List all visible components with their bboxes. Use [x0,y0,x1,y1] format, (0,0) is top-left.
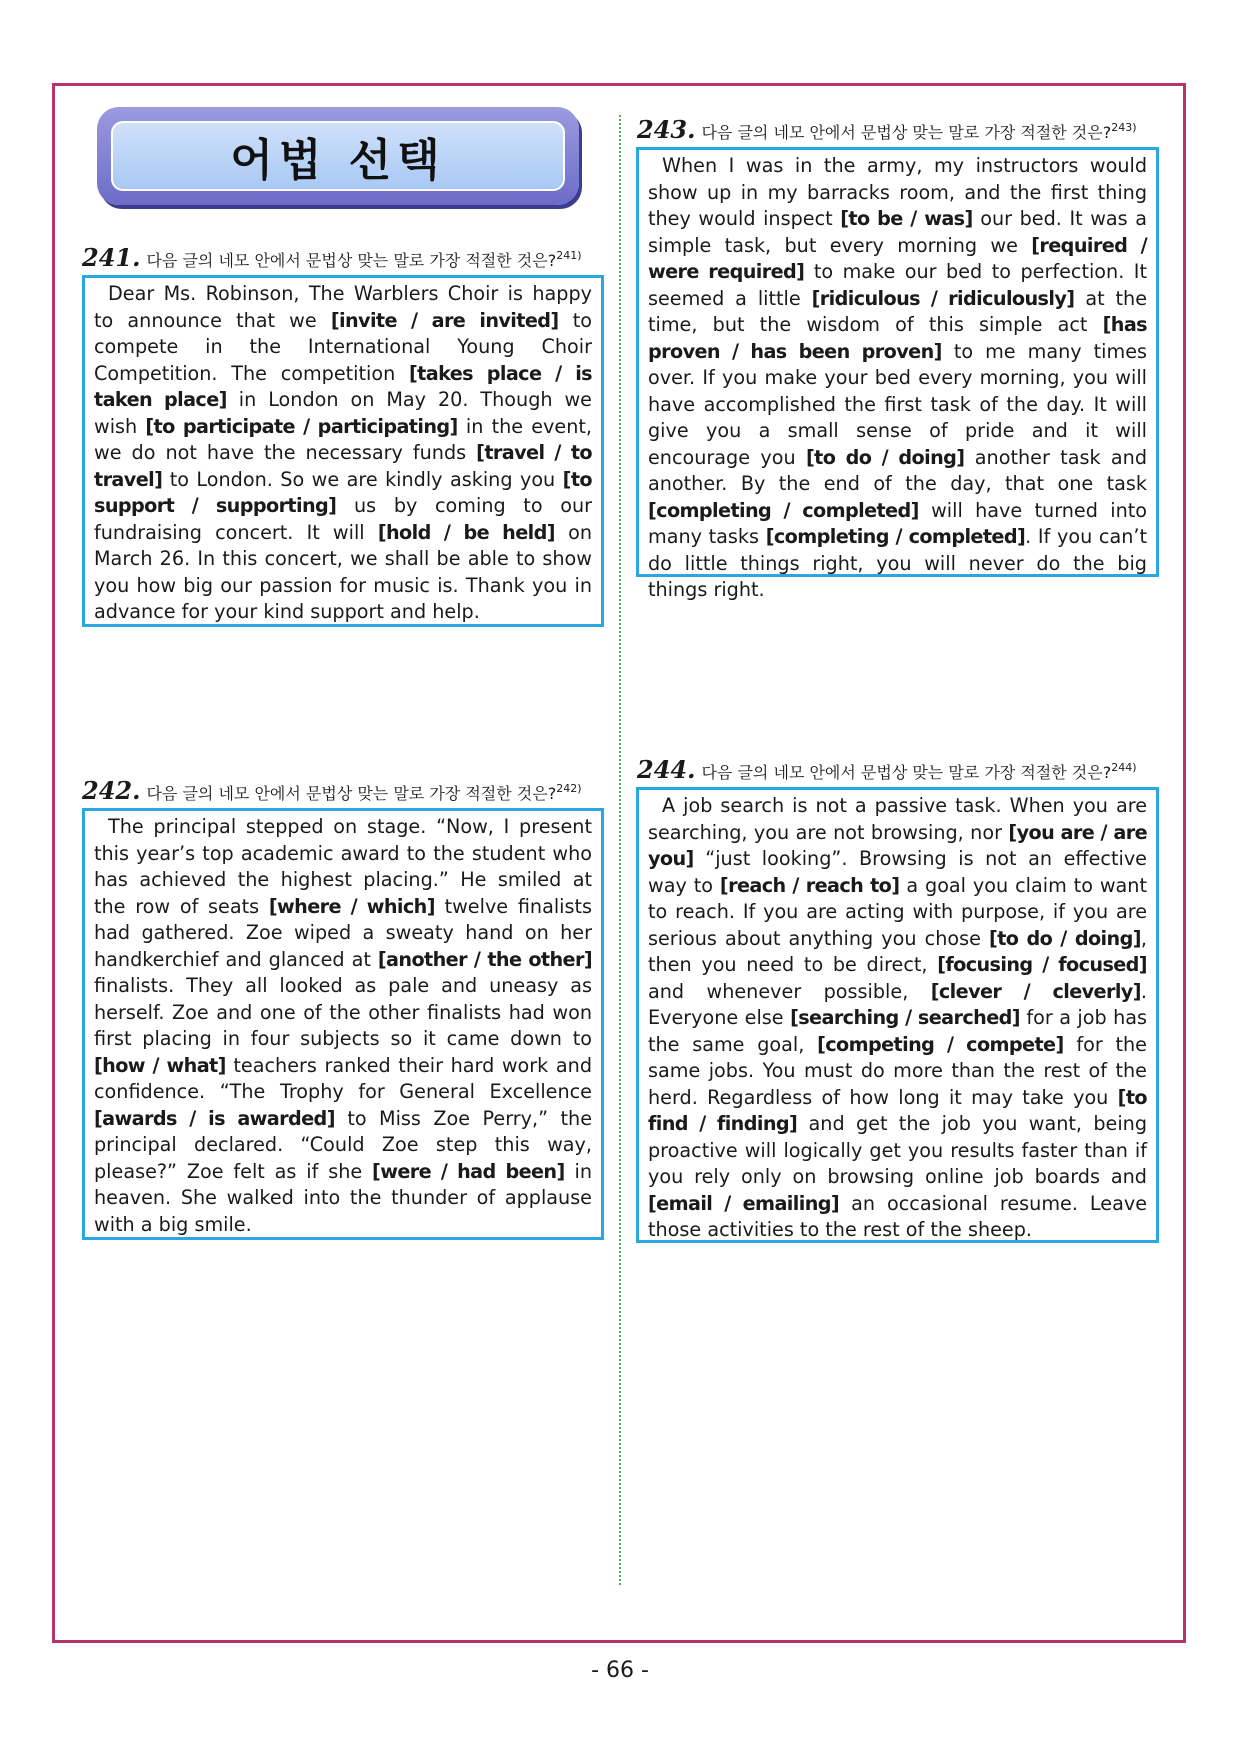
question-number: 242. [82,776,141,805]
grammar-choice: [completing / completed] [765,525,1026,548]
question-number: 243. [637,115,696,144]
grammar-choice: [completing / completed] [648,498,919,522]
passage-segment: A job search is not a passive task. When you are searching, you are not browsing, nor [648,794,1147,844]
passage-box-243 [636,147,1159,601]
passage-segment: teachers ranked their hard work and confidence. “The Trophy for General Excellence [94,1053,592,1103]
section-title: 어법 선택 [230,135,446,186]
passage-segment: and whenever possible, [648,979,931,1003]
passage-segment: another task and another. By the end of the day, that one task [648,445,1147,495]
grammar-choice: [email / emailing] [648,1191,840,1215]
grammar-choice: [competing / compete] [817,1032,1064,1056]
passage-text [94,281,592,626]
passage-segment: , then you need to be direct, [648,926,1147,976]
passage-segment: a goal you claim to want to reach. If you are acting with purpose, if you are serious about anything you chose [648,873,1147,950]
passage-box-241 [82,275,604,627]
question-number: 241. [82,243,141,272]
question-prompt: 다음 글의 네모 안에서 문법상 맞는 말로 가장 적절한 것은? [146,784,557,803]
passage-segment: . Everyone else [648,979,1147,1029]
question-prompt: 다음 글의 네모 안에서 문법상 맞는 말로 가장 적절한 것은? [701,763,1112,782]
passage-text [648,793,1147,1244]
passage-segment: to compete in the International Young Choir Competition. The competition [94,308,592,385]
section-banner [97,107,579,205]
passage-segment: an occasional resume. Leave those activities to the rest of the sheep. [648,1191,1148,1241]
grammar-choice: [clever / cleverly] [930,979,1141,1003]
grammar-choice: [reach / reach to] [719,873,900,897]
passage-segment: at the time, but the wisdom of this simple act [648,286,1148,336]
passage-segment: to Miss Zoe Perry,” the principal declared. “Could Zoe step this way, please?” Zoe felt as if she [94,1106,593,1183]
passage-segment: Dear Ms. Robinson, The Warblers Choir is happy to announce that we [94,282,592,332]
grammar-choice: [has proven / has been proven] [648,313,1147,363]
page-number: - 66 - [591,1658,649,1683]
question-header-244 [637,755,1137,784]
passage-segment: in the event, we do not have the necessary funds [94,414,592,464]
passage-segment: . If you can’t do little things right, you will never do the big things right. [648,525,1147,601]
grammar-choice: [to be / was] [840,207,973,230]
passage-segment: to make our bed to perfection. It seemed a little [648,260,1147,310]
grammar-choice: [to do / doing] [989,926,1141,950]
passage-segment: our bed. It was a simple task, but every morning we [648,207,1148,257]
passage-segment: finalists. They all looked as pale and uneasy as herself. Zoe and one of the other finalists had won first placing in four subjects so it came down to [94,974,592,1050]
grammar-choice: [required / were required] [648,233,1147,283]
grammar-choice: [where / which] [268,894,435,918]
passage-segment: for a job has the same goal, [648,1006,1148,1056]
question-footnote-ref: 243) [1111,121,1137,134]
grammar-choice: [travel / to travel] [94,441,592,491]
question-prompt: 다음 글의 네모 안에서 문법상 맞는 말로 가장 적절한 것은? [701,123,1112,142]
passage-segment: will have turned into many tasks [648,498,1147,548]
passage-segment: to London. So we are kindly asking you [162,467,563,491]
question-header-241 [82,243,582,272]
passage-segment: “just looking”. Browsing is not an effective way to [648,847,1147,897]
column-divider [619,115,621,1585]
grammar-choice: [ridiculous / ridiculously] [811,286,1075,310]
question-prompt: 다음 글의 네모 안에서 문법상 맞는 말로 가장 적절한 것은? [146,251,557,270]
question-footnote-ref: 241) [556,249,582,262]
question-number: 244. [637,755,696,784]
passage-segment: to me many times over. If you make your bed every morning, you will have accomplished the first task of the day. It will give you a small sense of pride and it will encourage you [648,339,1147,469]
question-footnote-ref: 244) [1111,761,1137,774]
grammar-choice: [to support / supporting] [94,467,592,517]
grammar-choice: [hold / be held] [377,520,555,544]
question-header-242 [82,776,582,805]
grammar-choice: [another / the other] [377,947,592,971]
grammar-choice: [searching / searched] [790,1006,1020,1029]
passage-box-242 [82,808,604,1240]
grammar-choice: [how / what] [94,1053,226,1077]
grammar-choice: [takes place / is taken place] [94,361,593,411]
passage-box-244 [636,787,1159,1243]
passage-segment: us by coming to our fundraising concert. It will [94,494,593,544]
passage-text [648,153,1147,604]
passage-text [94,814,592,1238]
passage-segment: When I was in the army, my instructors would show up in my barracks room, and the first thing they would inspect [648,154,1147,230]
passage-segment: twelve finalists had gathered. Zoe wiped a sweaty hand on her handkerchief and glanced at [94,894,593,971]
passage-segment: for the same jobs. You must do more than the rest of the herd. Regardless of how long it may take you [648,1032,1147,1109]
passage-segment: The principal stepped on stage. “Now, I present this year’s top academic award to the student who has achieved the highest placing.” He smiled at the row of seats [94,815,592,918]
grammar-choice: [awards / is awarded] [94,1106,335,1130]
section-banner-inner [111,121,565,191]
grammar-choice: [focusing / focused] [937,953,1147,976]
question-header-243 [637,115,1137,144]
passage-segment: in heaven. She walked into the thunder of applause with a big smile. [94,1159,593,1236]
passage-segment: on March 26. In this concert, we shall be able to show you how big our passion for music is. Thank you in advance for your kind support and help. [94,520,593,623]
grammar-choice: [to do / doing] [805,445,965,469]
question-footnote-ref: 242) [556,782,582,795]
grammar-choice: [you are / are you] [648,820,1147,870]
passage-segment: and get the job you want, being proactive will logically get you results faster than if you rely only on browsing online job boards and [648,1112,1148,1188]
grammar-choice: [invite / are invited] [330,308,559,332]
grammar-choice: [were / had been] [372,1159,565,1183]
passage-segment: in London on May 20. Though we wish [94,388,592,438]
grammar-choice: [to find / finding] [648,1085,1147,1135]
grammar-choice: [to participate / participating] [145,414,458,438]
